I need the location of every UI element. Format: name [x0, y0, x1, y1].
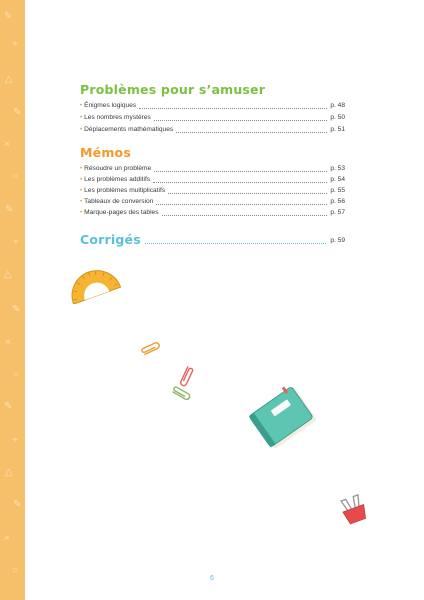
toc-entry-label: Les problèmes multiplicatifs	[84, 187, 166, 194]
toc-entry[interactable]	[80, 197, 345, 207]
paperclip-icon	[168, 386, 192, 406]
toc-entry[interactable]	[80, 186, 345, 196]
toc-entry-label: Les problèmes additifs	[84, 176, 151, 183]
bullet-icon: •	[80, 188, 83, 194]
toc-entry-label: Énigmes logiques	[84, 102, 137, 109]
notebook-icon	[248, 384, 322, 454]
dotted-leader	[168, 193, 327, 194]
section-title-memos: Mémos	[80, 145, 131, 160]
toc-entry-label: Tableaux de conversion	[84, 198, 154, 205]
toc-entry-label: Marque-pages des tables	[84, 209, 159, 216]
dotted-leader	[154, 120, 328, 121]
toc-entry-page: p. 51	[330, 126, 345, 133]
protractor-icon	[66, 262, 124, 304]
toc-entry-page: p. 54	[330, 176, 345, 183]
bullet-icon: •	[80, 166, 83, 172]
toc-entry-label: Résoudre un problème	[84, 165, 152, 172]
dotted-leader	[156, 204, 327, 205]
bullet-icon: •	[80, 115, 83, 121]
toc-entry-label: Déplacements mathématiques	[84, 126, 174, 133]
toc-entry-corriges[interactable]	[80, 231, 345, 247]
toc-entry-label: Les nombres mystères	[84, 114, 151, 121]
bullet-icon: •	[80, 210, 83, 216]
dotted-leader	[139, 108, 327, 109]
dotted-leader	[154, 171, 327, 172]
toc-entry-page: p. 57	[330, 209, 345, 216]
dotted-leader	[162, 215, 328, 216]
toc-entry-page: p. 59	[330, 237, 345, 244]
section-title-corriges: Corrigés	[80, 232, 141, 247]
toc-entry-page: p. 50	[330, 114, 345, 121]
bullet-icon: •	[80, 103, 83, 109]
dotted-leader	[145, 243, 326, 244]
toc-entry[interactable]	[80, 164, 345, 174]
binder-clip-icon	[338, 494, 372, 532]
dotted-leader	[176, 132, 327, 133]
bullet-icon: •	[80, 199, 83, 205]
toc-entry[interactable]	[80, 101, 345, 111]
page-number: 6	[210, 575, 214, 582]
dotted-leader	[153, 182, 327, 183]
toc-entry-page: p. 55	[330, 187, 345, 194]
bullet-icon: •	[80, 127, 83, 133]
toc-entry-page: p. 56	[330, 198, 345, 205]
paperclip-icon	[174, 362, 194, 388]
section-title-problemes: Problèmes pour s’amuser	[80, 82, 266, 97]
toc-entry[interactable]	[80, 125, 345, 135]
toc-entry[interactable]	[80, 113, 345, 123]
toc-entry[interactable]	[80, 208, 345, 218]
decorative-side-band: ✎ + △ ✎ × ○ ✎ + △ ✎ × ○ ✎ + △ ✎ × ○	[0, 0, 25, 600]
toc-entry-page: p. 48	[330, 102, 345, 109]
bullet-icon: •	[80, 177, 83, 183]
toc-entry-page: p. 53	[330, 165, 345, 172]
toc-entry[interactable]	[80, 175, 345, 185]
paperclip-icon	[139, 342, 165, 360]
